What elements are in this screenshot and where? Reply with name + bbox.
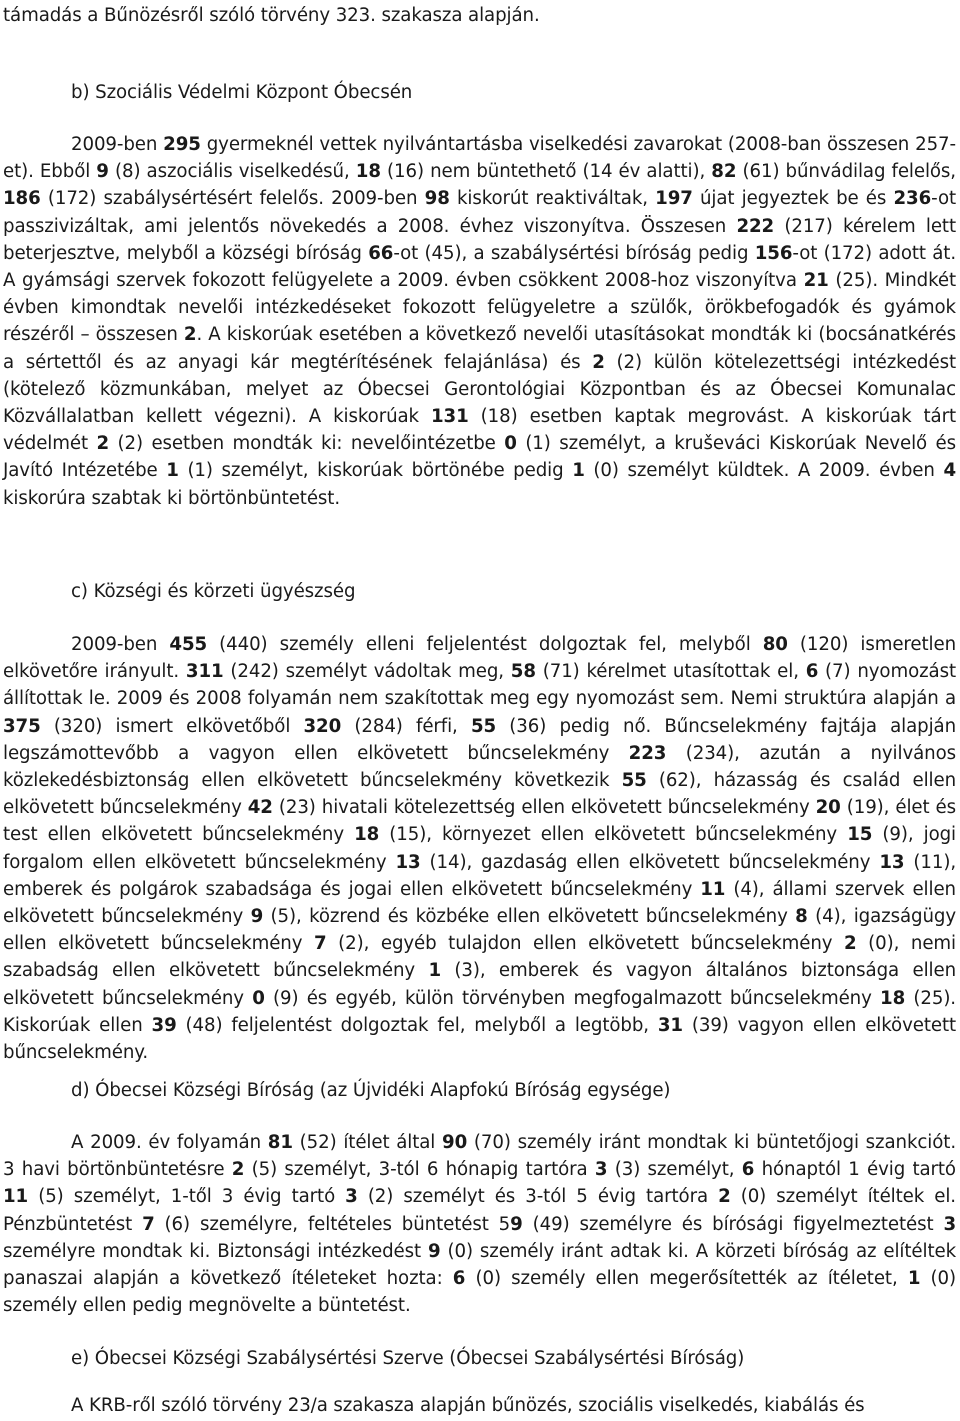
bold-figure: 6 (452, 1268, 466, 1290)
paragraph-d: A 2009. év folyamán 81 (52) ítélet által 90 (70) személy iránt mondtak ki büntetőjogi szankciót. 3 havi börtönbüntetésre 2 (5) személyt, 3-tól 6 hónapig tartóra 3 (3) személyt, 6 hónaptól 1 évig tartó 11 (5) személyt, 1-től 3 évig tartó 3 (2) személyt és 3-tól 5 évig tartóra 2 (0) személyt ítéltek el. Pénzbüntetést 7 (6) személyre, feltételes büntetést 59 (49) személyre és bírósági figyelmeztetést 3 személyre mondtak ki. Biztonsági intézkedést 9 (0) személy iránt adtak ki. A körzeti bíróság az elítéltek panaszai alapján a következő ítéleteket hozta: 6 (0) személy ellen megerősítették az ítéletet, 1 (0) személy ellen pedig megnövelte a büntetést. (3, 1132, 957, 1317)
bold-figure: 3 (594, 1159, 608, 1181)
bold-figure: 58 (510, 661, 536, 683)
bold-figure: 7 (313, 933, 327, 955)
paragraph-c: 2009-ben 455 (440) személy elleni feljelentést dolgoztak fel, melyből 80 (120) ismeretlen elkövetőre irányult. 311 (242) személyt vádoltak meg, 58 (71) kérelmet utasítottak el, 6 (7) nyomozást állítottak le. 2009 és 2008 folyamán nem szakítottak meg egy nyomozást sem. Nemi struktúra alapján a 375 (320) ismert elkövetőből 320 (284) férfi, 55 (36) pedig nő. Bűncselekmény fajtája alapján legszámottevőbb a vagyon ellen elkövetett bűncselekmény 223 (234), azután a nyilvános közlekedésbiztonság ellen elkövetett bűncselekmény következik 55 (62), házasság és család ellen elkövetett bűncselekmény 42 (23) hivatali kötelezettség ellen elkövetett bűncselekmény 20 (19), élet és test ellen elkövetett bűncselekmény 18 (15), környezet ellen elkövetett bűncselekmény 15 (9), jogi forgalom ellen elkövetett bűncselekmény 13 (14), gazdaság ellen elkövetett bűncselekmény 13 (11), emberek és polgárok szabadsága és jogai ellen elkövetett bűncselekmény 11 (4), állami szervek ellen elkövetett bűncselekmény 9 (5), közrend és közbéke ellen elkövetett bűncselekmény 8 (4), igazságügy ellen elkövetett bűncselekmény 7 (2), egyéb tulajdon ellen elkövetett bűncselekmény 2 (0), nemi szabadság ellen elkövetett bűncselekmény 1 (3), emberek és vagyon általános biztonsága ellen elkövetett bűncselekmény 0 (9) és egyéb, külön törvényben megfogalmazott bűncselekmény 18 (25). Kiskorúak ellen 39 (48) feljelentést dolgoztak fel, melyből a legtöbb, 31 (39) vagyon ellen elkövetett bűncselekmény. (3, 634, 957, 1064)
bold-figure: 81 (267, 1132, 293, 1153)
bold-figure: 186 (3, 188, 41, 210)
bold-figure: 8 (795, 906, 808, 928)
bold-figure: 9 (96, 161, 109, 183)
bold-figure: 2 (231, 1159, 245, 1181)
bold-figure: 31 (657, 1014, 683, 1036)
bold-figure: 2 (844, 933, 857, 955)
bold-figure: 2 (592, 351, 605, 373)
bold-figure: 2 (96, 433, 110, 455)
bold-figure: 13 (395, 851, 421, 873)
bold-figure: 13 (879, 851, 905, 873)
section-heading-b: b) Szociális Védelmi Központ Óbecsén (71, 82, 413, 103)
bold-figure: 55 (470, 715, 497, 737)
bold-figure: 320 (303, 715, 342, 737)
paragraph-b: 2009-ben 295 gyermeknél vettek nyilvántartásba viselkedési zavarokat (2008-ban összesen 257-et). Ebből 9 (8) aszociális viselkedésű, 18 (16) nem büntethető (14 év alatti), 82 (61) bűnvádilag felelős, 186 (172) szabálysértésért felelős. 2009-ben 98 kiskorút reaktiváltak, 197 újat jegyeztek be és 236-ot passzivizáltak, ami jelentős növekedés a 2008. évhez viszonyítva. Összesen 222 (217) kérelem lett beterjesztve, melyből a községi bíróság 66-ot (45), a szabálysértési bíróság pedig 156-ot (172) adott át. A gyámsági szervek fokozott felügyelete a 2009. évben csökkent 2008-hoz viszonyítva 21 (25). Mindkét évben kimondtak nevelői intézkedéseket fokozott felügyeletre a szülők, örökbefogadók és gyámok részéről – összesen 2. A kiskorúak esetében a következő nevelői utasításokat mondták ki (bocsánatkérés a sértettől és az anyagi kár megtérítésének felajánlása) és 2 (2) külön kötelezettségi intézkedést (kötelező közmunkában, melyet az Óbecsei Gerontológiai Központban és az Óbecsei Komunalac Közvállalatban kellett végezni). A kiskorúak 131 (18) esetben kaptak megrovást. A kiskorúak tárt védelmét 2 (2) esetben mondták ki: nevelőintézetbe 0 (1) személyt, a kruševáci Kiskorúak Nevelő és Javító Intézetébe 1 (1) személyt, kiskorúak börtönébe pedig 1 (0) személyt küldtek. A 2009. évben 4 kiskorúra szabtak ki börtönbüntetést. (3, 134, 957, 509)
bold-figure: 9 (250, 906, 264, 928)
bold-figure: 20 (815, 797, 841, 819)
bold-figure: 1 (907, 1268, 921, 1290)
bold-figure: 1 (572, 460, 585, 482)
bold-figure: 80 (762, 634, 788, 655)
bold-figure: 18 (880, 987, 906, 1009)
bold-figure: 295 (163, 134, 201, 155)
bold-figure: 98 (424, 188, 450, 210)
bold-figure: 311 (185, 661, 224, 683)
bold-figure: 6 (805, 661, 819, 683)
paragraph-e: A KRB-ről szóló törvény 23/a szakasza alapján bűnözés, szociális viselkedés, kiabálás és (71, 1395, 865, 1416)
section-heading-e: e) Óbecsei Községi Szabálysértési Szerve (Óbecsei Szabálysértési Bíróság) (71, 1348, 745, 1369)
bold-figure: 4 (943, 460, 956, 482)
bold-figure: 6 (741, 1159, 755, 1181)
bold-figure: 375 (3, 715, 41, 737)
bold-figure: 2 (718, 1186, 731, 1208)
bold-figure: 55 (621, 770, 647, 792)
bold-figure: 1 (428, 960, 442, 982)
bold-figure: 222 (736, 215, 775, 237)
bold-figure: 21 (803, 270, 829, 292)
bold-figure: 11 (3, 1186, 29, 1208)
bold-figure: 223 (628, 742, 667, 764)
bold-figure: 236 (893, 188, 932, 210)
bold-figure: 9 (510, 1213, 523, 1235)
bold-figure: 11 (700, 878, 726, 900)
bold-figure: 7 (142, 1213, 155, 1235)
bold-figure: 131 (431, 406, 469, 428)
bold-figure: 82 (711, 161, 737, 183)
continuation-line: támadás a Bűnözésről szóló törvény 323. szakasza alapján. (3, 5, 540, 26)
bold-figure: 9 (427, 1240, 441, 1262)
section-heading-c: c) Községi és körzeti ügyészség (71, 581, 356, 602)
section-heading-d: d) Óbecsei Községi Bíróság (az Újvidéki Alapfokú Bíróság egysége) (71, 1080, 671, 1101)
bold-figure: 15 (847, 824, 873, 846)
bold-figure: 3 (943, 1213, 956, 1235)
bold-figure: 18 (355, 161, 381, 183)
bold-figure: 0 (504, 433, 517, 455)
bold-figure: 39 (151, 1014, 177, 1036)
bold-figure: 2 (183, 324, 197, 346)
bold-figure: 18 (354, 824, 380, 846)
bold-figure: 0 (252, 987, 265, 1009)
bold-figure: 1 (166, 460, 179, 482)
bold-figure: 66 (368, 242, 394, 264)
bold-figure: 197 (655, 188, 693, 210)
bold-figure: 42 (247, 797, 273, 819)
bold-figure: 90 (442, 1132, 468, 1153)
bold-figure: 455 (169, 634, 208, 655)
bold-figure: 3 (345, 1186, 358, 1208)
bold-figure: 156 (754, 242, 793, 264)
